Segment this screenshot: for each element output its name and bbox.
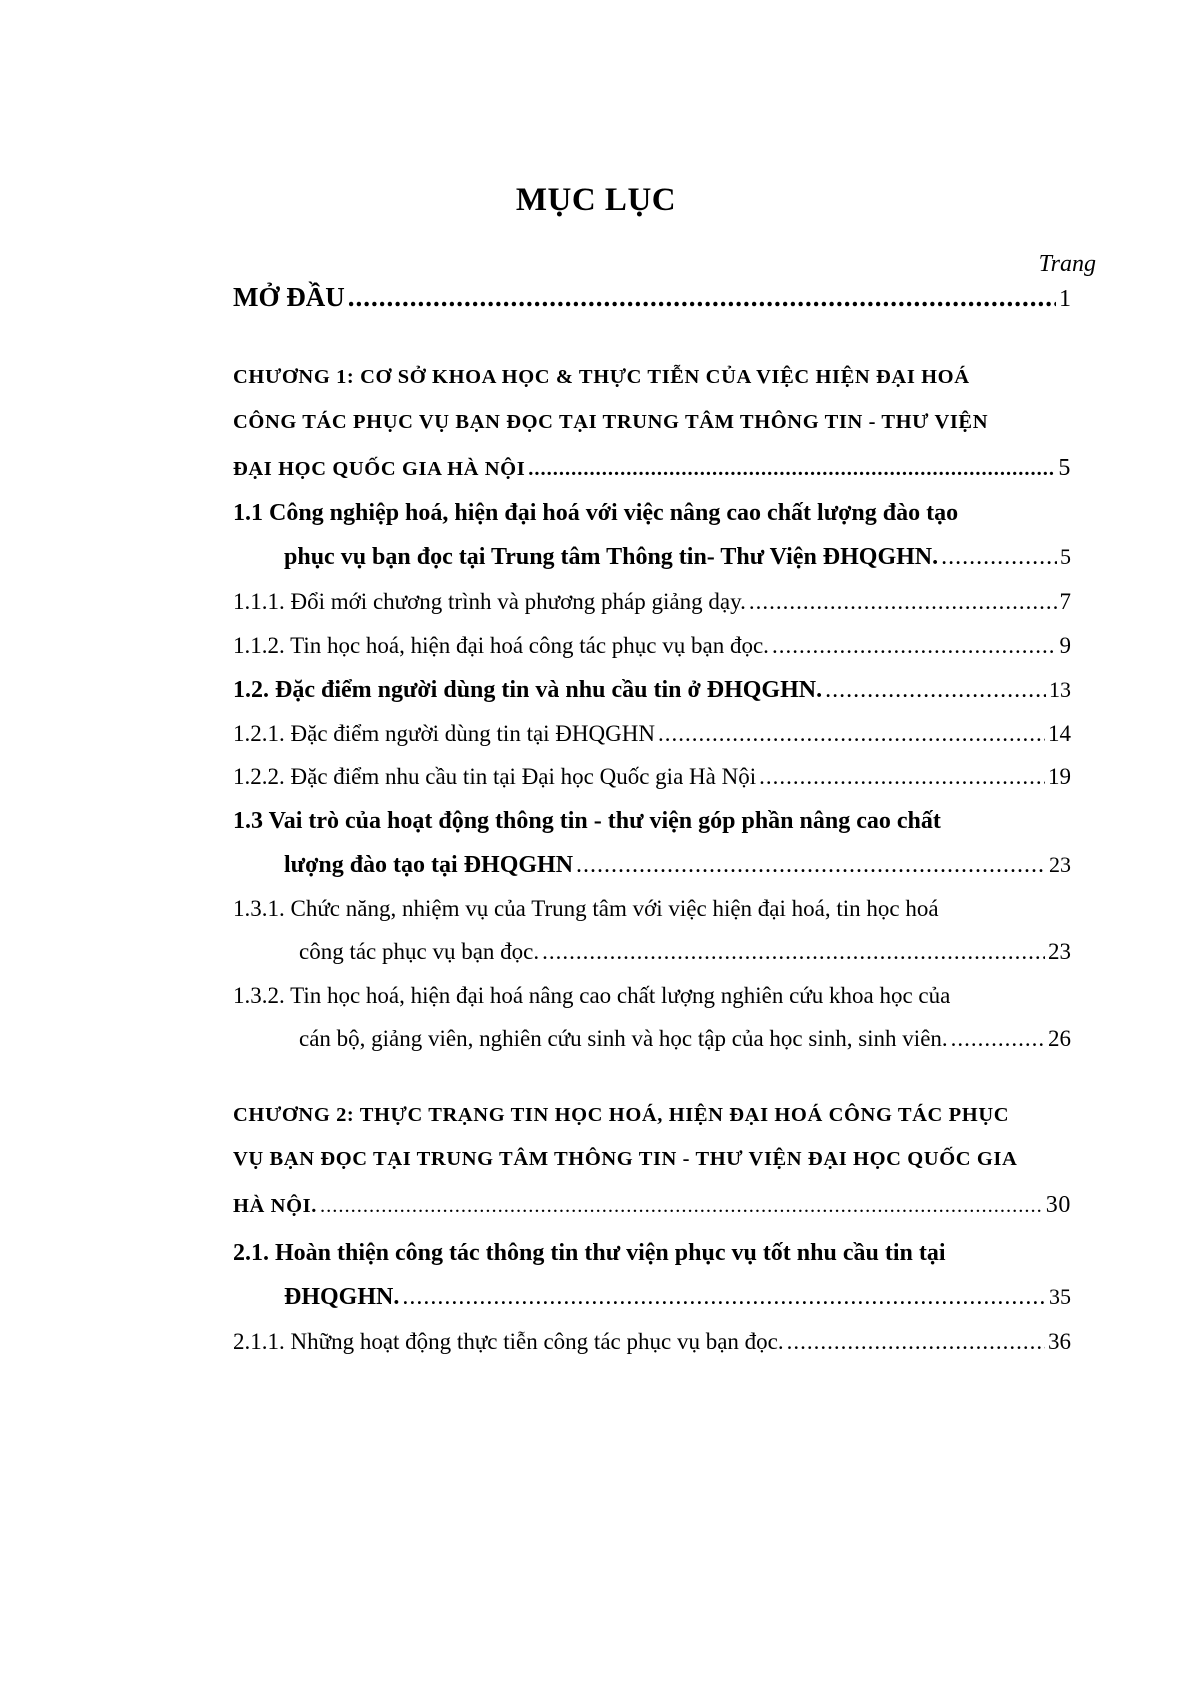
- toc-chapter-2-line-2: VỤ BẠN ĐỌC TẠI TRUNG TÂM THÔNG TIN - THƯ VIỆN ĐẠI HỌC QUỐC GIA: [233, 1148, 1018, 1170]
- toc-chapter-1-line-2: CÔNG TÁC PHỤC VỤ BẠN ĐỌC TẠI TRUNG TÂM THÔNG TIN - THƯ VIỆN: [233, 411, 989, 433]
- toc-page-number: 30: [1045, 1192, 1071, 1218]
- dot-leader: [787, 1329, 1045, 1355]
- toc-chapter-1-line-1: CHƯƠNG 1: CƠ SỞ KHOA HỌC & THỰC TIỄN CỦA VIỆC HIỆN ĐẠI HOÁ: [233, 366, 970, 388]
- toc-page-number: 1: [1059, 286, 1071, 312]
- toc-page-number: 35: [1049, 1284, 1071, 1309]
- toc-page-number: 23: [1049, 852, 1071, 877]
- dot-leader: [542, 939, 1045, 965]
- toc-entry-1-3-2-line-1: 1.3.2. Tin học hoá, hiện đại hoá nâng cao chất lượng nghiên cứu khoa học của: [233, 983, 951, 1008]
- toc-entry-title: 1.2.2. Đặc điểm nhu cầu tin tại Đại học Quốc gia Hà Nội: [233, 764, 757, 789]
- toc-entry-1-3-1[interactable]: [233, 939, 1071, 965]
- toc-section-2-1-line-1: 2.1. Hoàn thiện công tác thông tin thư viện phục vụ tốt nhu cầu tin tại: [233, 1240, 946, 1266]
- page-title: MỤC LỤC: [515, 182, 677, 218]
- toc-chapter-2-line-3: HÀ NỘI.: [233, 1195, 317, 1217]
- toc-entry-1-2-2[interactable]: [233, 764, 1071, 790]
- toc-entry-section-1-2[interactable]: [233, 677, 1071, 704]
- dot-leader: [759, 764, 1045, 790]
- dot-leader: [749, 589, 1057, 615]
- toc-entry-section-2-1[interactable]: [233, 1284, 1071, 1311]
- toc-page-number: 13: [1049, 677, 1071, 702]
- toc-entry-1-1-1[interactable]: [233, 589, 1071, 615]
- dot-leader: [941, 544, 1057, 571]
- toc-section-2-1-line-2: ĐHQGHN.: [284, 1284, 400, 1310]
- toc-entry-chapter-2[interactable]: [233, 1192, 1071, 1219]
- toc-entry-title: 1.1.1. Đổi mới chương trình và phương pháp giảng dạy.: [233, 589, 746, 614]
- toc-entry-section-1-1[interactable]: [233, 544, 1071, 571]
- toc-page-number: 19: [1048, 764, 1071, 789]
- toc-section-1-1-line-1: 1.1 Công nghiệp hoá, hiện đại hoá với việc nâng cao chất lượng đào tạo: [233, 500, 959, 526]
- dot-leader: [402, 1284, 1046, 1311]
- toc-entry-mo-dau[interactable]: [233, 282, 1071, 313]
- toc-page-number: 9: [1059, 633, 1071, 658]
- toc-entry-2-1-1[interactable]: [233, 1329, 1071, 1355]
- dot-leader: [772, 633, 1057, 659]
- toc-entry-1-3-2-line-2: cán bộ, giảng viên, nghiên cứu sinh và học tập của học sinh, sinh viên.: [299, 1026, 948, 1051]
- toc-page-number: 36: [1048, 1329, 1071, 1354]
- toc-entry-title: 1.2.1. Đặc điểm người dùng tin tại ĐHQGHN: [233, 721, 655, 746]
- toc-page-number: 14: [1048, 721, 1071, 746]
- dot-leader: [825, 677, 1046, 704]
- toc-section-1-1-line-2: phục vụ bạn đọc tại Trung tâm Thông tin- Thư Viện ĐHQGHN.: [284, 544, 939, 570]
- toc-page-number: 5: [1060, 544, 1071, 569]
- dot-leader: [658, 721, 1045, 747]
- toc-entry-chapter-1[interactable]: [233, 455, 1071, 482]
- toc-entry-1-3-1-line-1: 1.3.1. Chức năng, nhiệm vụ của Trung tâm với việc hiện đại hoá, tin học hoá: [233, 896, 939, 921]
- dot-leader: [528, 458, 1055, 481]
- dot-leader: [951, 1026, 1045, 1052]
- toc-chapter-1-line-3: ĐẠI HỌC QUỐC GIA HÀ NỘI: [233, 458, 526, 480]
- toc-entry-title: 2.1.1. Những hoạt động thực tiễn công tác phục vụ bạn đọc.: [233, 1329, 784, 1354]
- dot-leader: [576, 852, 1046, 879]
- toc-entry-1-2-1[interactable]: [233, 721, 1071, 747]
- toc-entry-1-3-2[interactable]: [233, 1026, 1071, 1052]
- page-column-label: Trang: [1038, 251, 1096, 277]
- toc-page-number: 23: [1048, 939, 1071, 964]
- toc-page-number: 5: [1058, 455, 1071, 481]
- toc-entry-title: MỞ ĐẦU: [233, 282, 345, 312]
- toc-entry-1-3-1-line-2: công tác phục vụ bạn đọc.: [299, 939, 540, 964]
- toc-entry-title: 1.1.2. Tin học hoá, hiện đại hoá công tác phục vụ bạn đọc.: [233, 633, 769, 658]
- toc-page-number: 7: [1059, 589, 1071, 614]
- dot-leader: [320, 1195, 1043, 1218]
- toc-entry-section-1-3[interactable]: [233, 852, 1071, 879]
- toc-entry-1-1-2[interactable]: [233, 633, 1071, 659]
- toc-section-1-3-line-2: lượng đào tạo tại ĐHQGHN: [284, 852, 574, 878]
- toc-chapter-2-line-1: CHƯƠNG 2: THỰC TRẠNG TIN HỌC HOÁ, HIỆN ĐẠI HOÁ CÔNG TÁC PHỤC: [233, 1104, 1010, 1126]
- dot-leader: [348, 282, 1056, 313]
- toc-entry-title: 1.2. Đặc điểm người dùng tin và nhu cầu tin ở ĐHQGHN.: [233, 677, 823, 703]
- toc-page-number: 26: [1048, 1026, 1071, 1051]
- toc-section-1-3-line-1: 1.3 Vai trò của hoạt động thông tin - thư viện góp phần nâng cao chất: [233, 808, 941, 834]
